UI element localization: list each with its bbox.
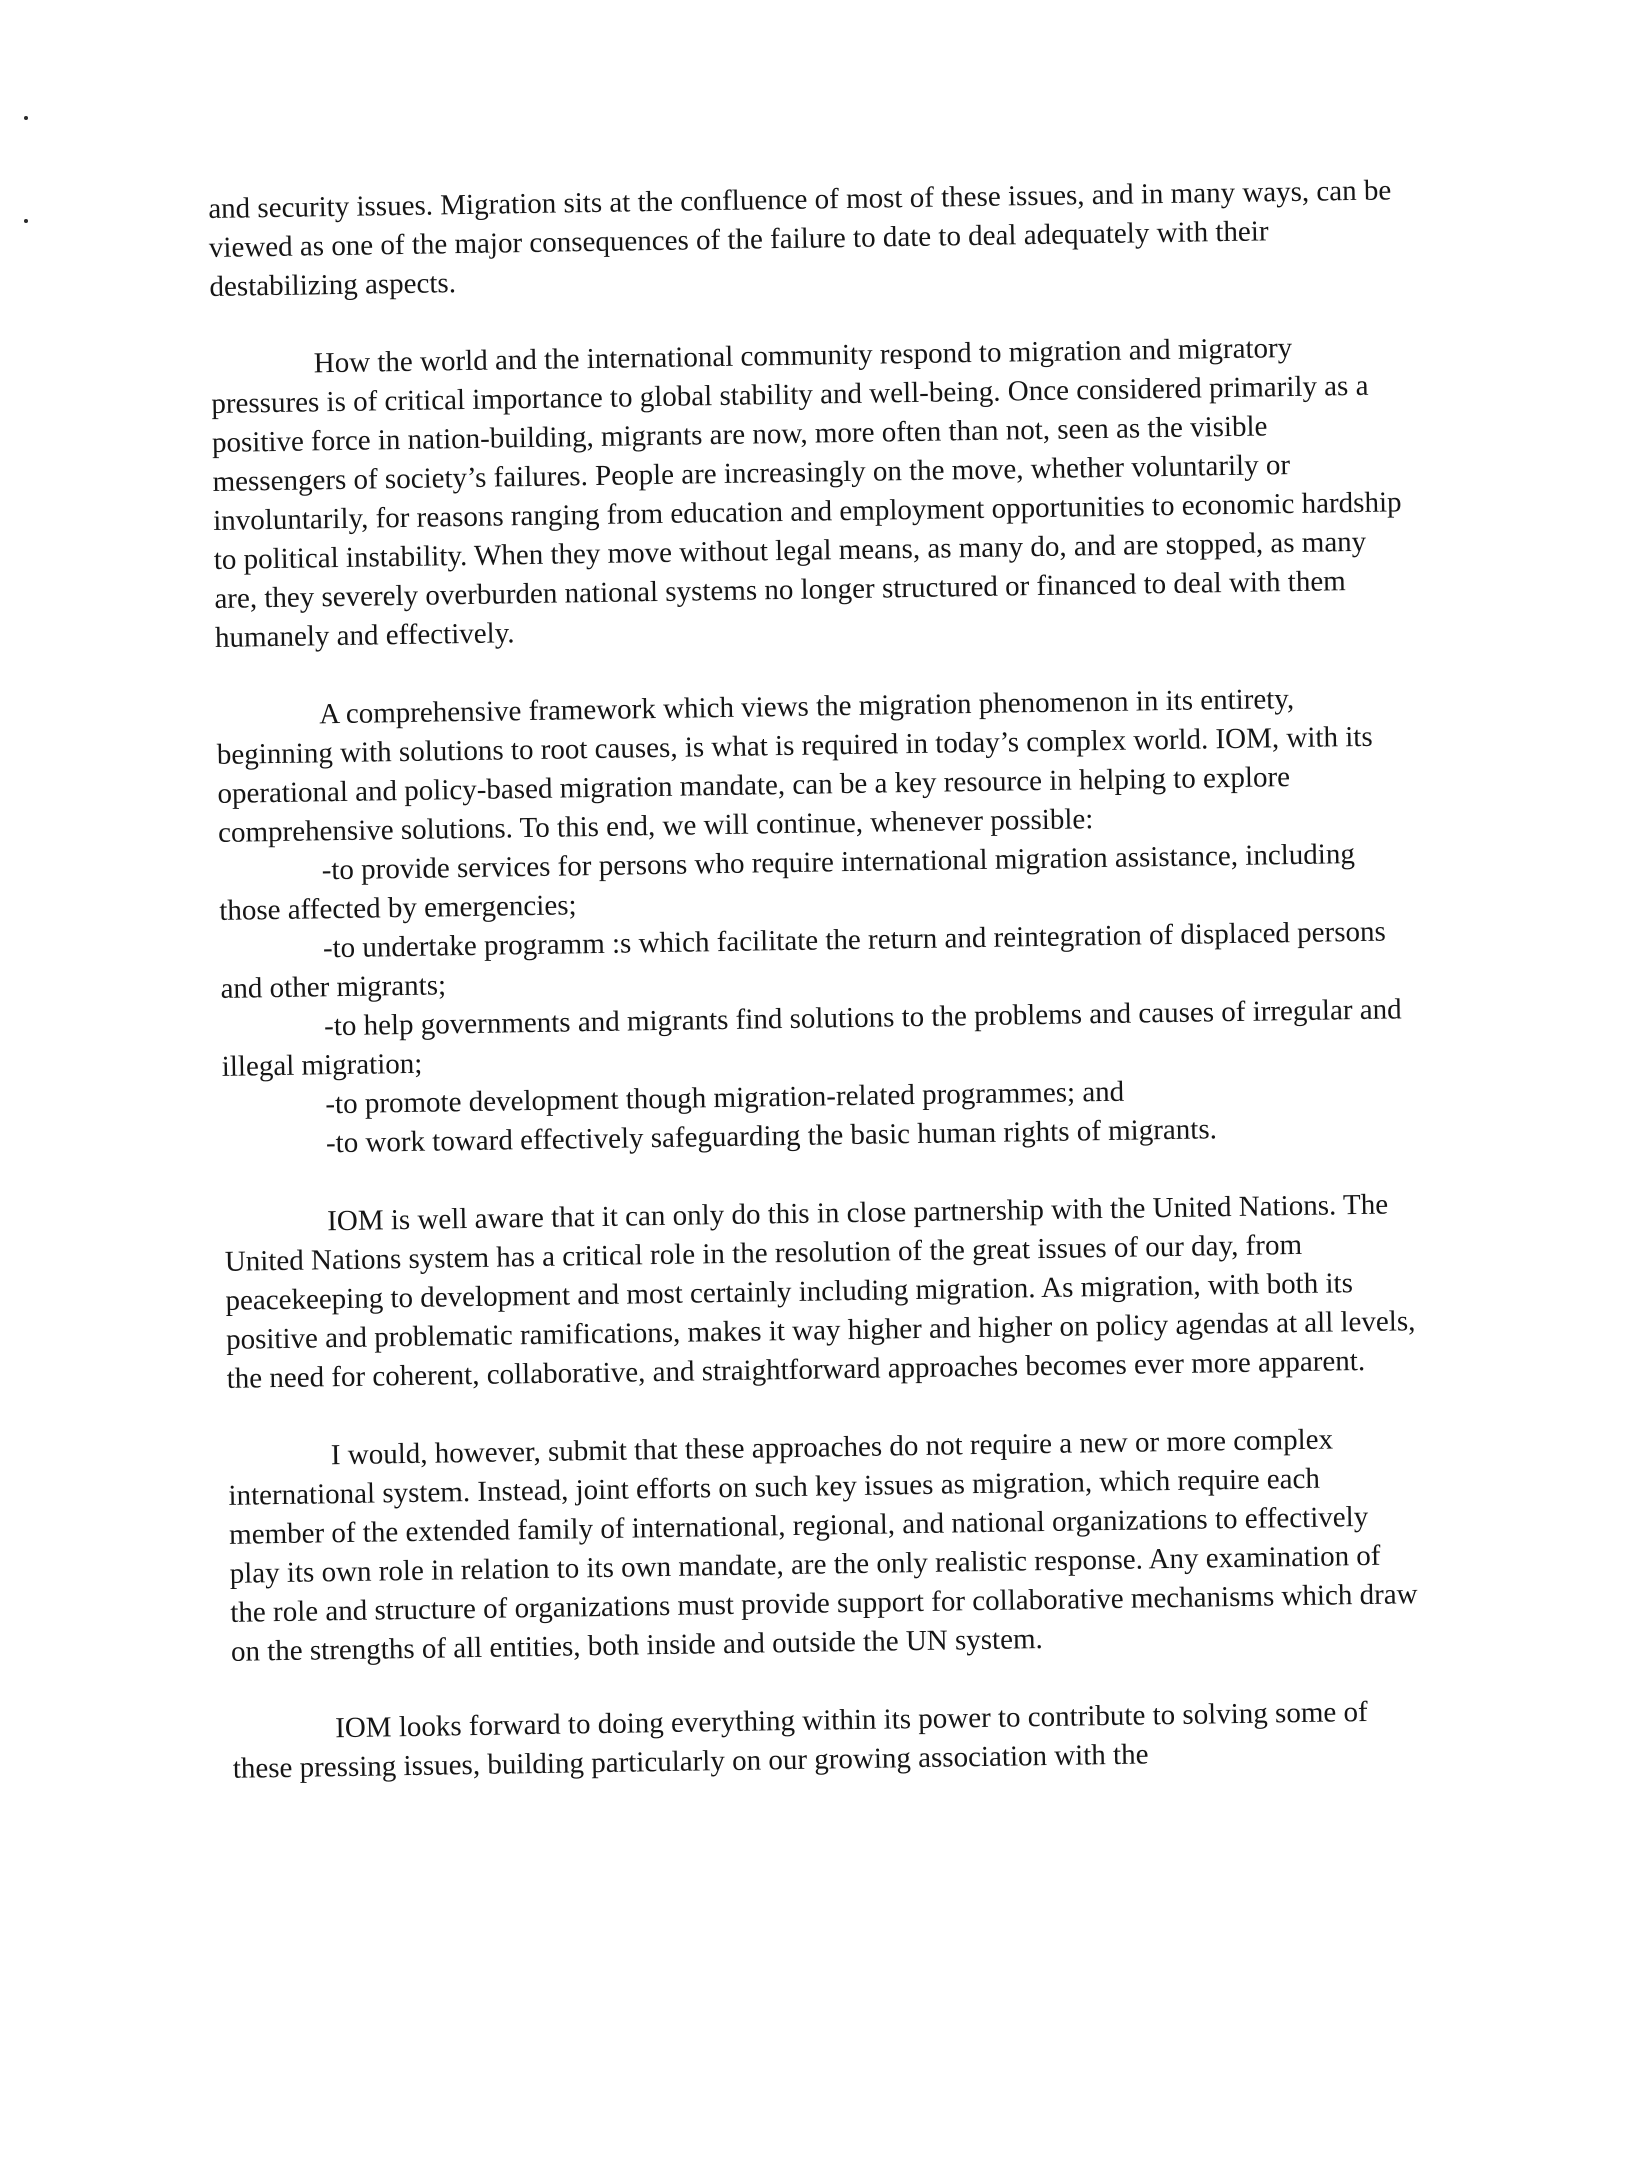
list-item: -to provide services for persons who require international migration assistance, including those affected by emergencies; (219, 838, 1356, 927)
list-item: -to promote development though migration-related programmes; and (325, 1075, 1125, 1121)
paragraph: I would, however, submit that these approaches do not require a new or more complex international system. Instead, joint efforts on such key issues as migration, which require each member of the extended family of international, regional, and national organizations to effectively play its own role in relation to its own mandate, are the only realistic response. Any examination of the role and structure of organizations must provide support for collaborative mechanisms which draw on the strengths of all entities, both inside and outside the UN system. (228, 1423, 1418, 1668)
paragraph: IOM is well aware that it can only do this in close partnership with the United Nations. The United Nations system has a critical role in the resolution of the great issues of our day, from peacekeeping to development and most certainly including migration. As migration, with both its positive and problematic ramifications, makes it way higher and higher on policy agendas at all levels, the need for coherent, collaborative, and straightforward approaches becomes ever more apparent. (224, 1188, 1416, 1395)
paragraph: How the world and the international community respond to migration and migratory pressures is of critical importance to global stability and well-being. Once considered primarily as a positive force in nation-building, migrants are now, more often than not, seen as the visible messengers of society’s failures. People are increasingly on the move, whether voluntarily or involuntarily, for reasons ranging from education and employment opportunities to economic hardship to political instability. When they move without legal means, as many do, and are stopped, as many are, they severely overburden national systems no longer structured or financed to deal with them humanely and effectively. (211, 331, 1402, 654)
paragraph: and security issues. Migration sits at the confluence of most of these issues, and in many ways, can be viewed as one of the major consequences of the failure to date to deal adequately with their destabilizing aspects. (208, 174, 1392, 303)
scan-speck (24, 219, 28, 223)
paragraph: IOM looks forward to doing everything within its power to contribute to solving some of these pressing issues, building particularly on our growing association with the (232, 1695, 1368, 1785)
list-item: -to help governments and migrants find solutions to the problems and causes of irregular and illegal migration; (221, 993, 1402, 1083)
commitments-list (218, 834, 1413, 1165)
list-item: -to work toward effectively safeguarding the basic human rights of migrants. (325, 1113, 1218, 1160)
paragraph: A comprehensive framework which views the migration phenomenon in its entirety, beginning with solutions to root causes, is what is required in today’s complex world. IOM, with its operational and policy-based migration mandate, can be a key resource in helping to explore comprehensive solutions. To this end, we will continue, whenever possible: (216, 683, 1373, 849)
scan-speck (24, 116, 28, 120)
list-item: -to undertake programm :s which facilitate the return and reintegration of displaced persons and other migrants; (220, 915, 1387, 1005)
document-body (208, 171, 1423, 1788)
